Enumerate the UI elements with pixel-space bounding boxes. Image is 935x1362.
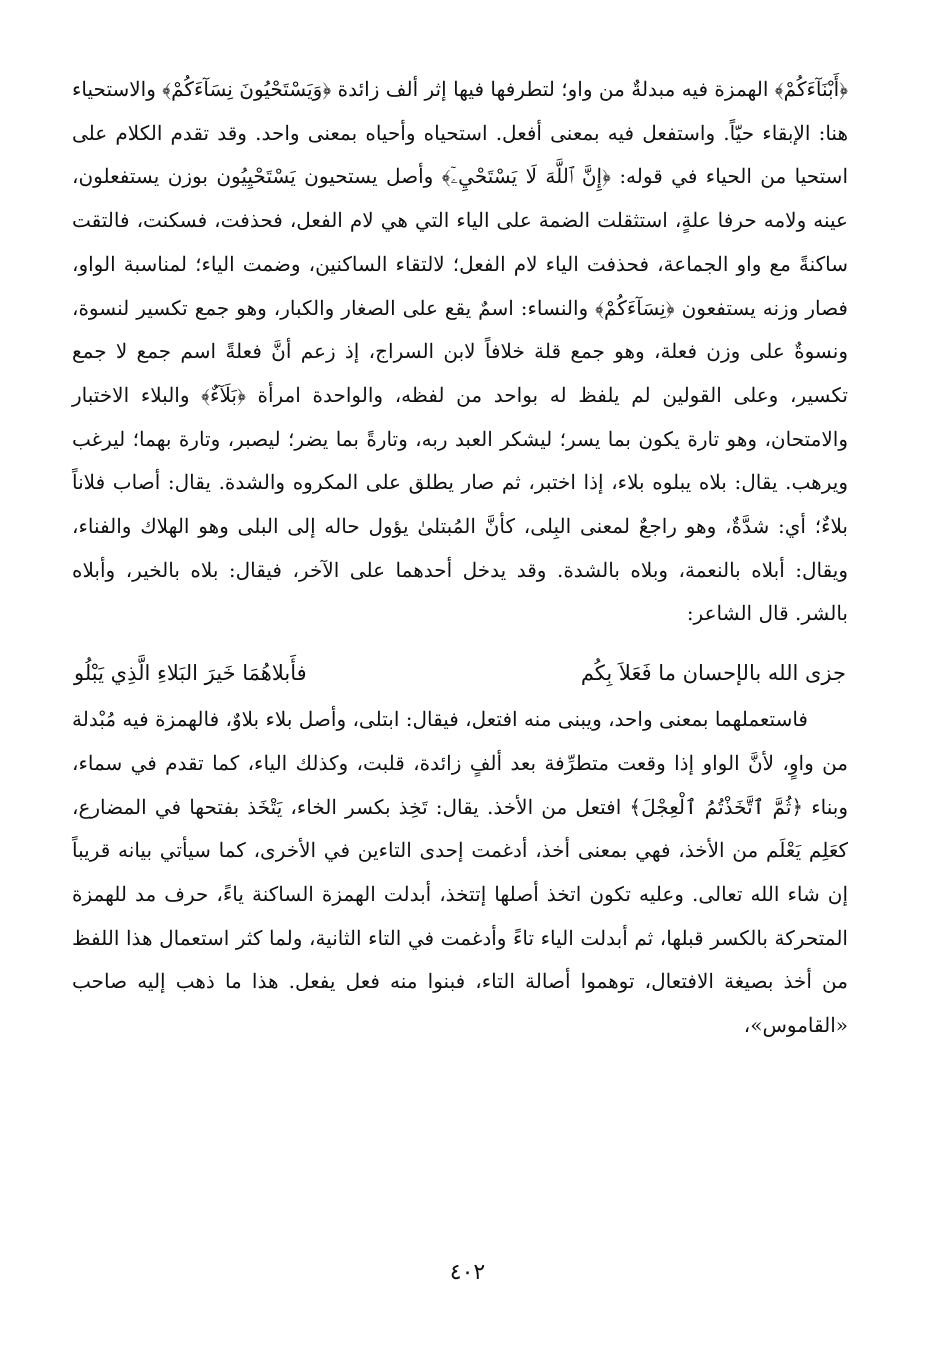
poetry-verse: [72, 650, 848, 696]
page-number: ٤٠٢: [449, 1260, 486, 1285]
verse-second-hemistich: فأَبلاهُمَا خَيرَ البَلاءِ الَّذِي يَبْلُو: [74, 661, 307, 686]
verse-first-hemistich: جزى الله بالإحسان ما فَعَلاَ بِكُم: [580, 661, 846, 686]
paragraph-commentary-1: ﴿أَبْنَآءَكُمْ﴾ الهمزة فيه مبدلةٌ من واو؛ لتطرفها فيها إثر ألف زائدة ﴿وَيَسْتَحْيُونَ نِسَآءَكُمْ﴾ والاستحياء هنا: الإبقاء حيّاً. واستفعل فيه بمعنى أفعل. استحياه وأحياه بمعنى واحد. وقد تقدم الكلام على استحيا من الحياء في قوله: ﴿إِنَّ ٱللَّهَ لَا يَسْتَحْيِۦٓ﴾ وأصل يستحيون يَسْتَحْيِيُون بوزن يستفعلون، عينه ولامه حرفا علةٍ، استثقلت الضمة على الياء التي هي لام الفعل، فحذفت، فسكنت، فالتقت ساكنةً مع واو الجماعة، فحذفت الياء لام الفعل؛ لالتقاء الساكنين، وضمت الياء؛ لمناسبة الواو، فصار وزنه يستفعون ﴿نِسَآءَكُمْ﴾ والنساء: اسمٌ يقع على الصغار والكبار، وهو جمع تكسير لنسوة، ونسوةٌ على وزن فعلة، وهو جمع قلة خلافاً لابن السراج، إذ زعم أنَّ فعلةً اسم جمع لا جمع تكسير، وعلى القولين لم يلفظ له بواحد من لفظه، والواحدة امرأة ﴿بَلَآءٌ﴾ والبلاء الاختبار والامتحان، وهو تارة يكون بما يسر؛ ليشكر العبد ربه، وتارةً بما يضر؛ ليصبر، وتارة بهما؛ ليرغب ويرهب. يقال: بلاه يبلوه بلاء، إذا اختبر، ثم صار يطلق على المكروه والشدة. يقال: أصاب فلاناً بلاءٌ؛ أي: شدَّةٌ، وهو راجعٌ لمعنى البِلى، كأنَّ المُبتلىٰ يؤول حاله إلى البلى وهو الهلاك والفناء، ويقال: أبلاه بالنعمة، وبلاه بالشدة. وقد يدخل أحدهما على الآخر، فيقال: بلاه بالخير، وأبلاه بالشر. قال الشاعر:: [72, 77, 848, 626]
page-body: [72, 68, 848, 1048]
paragraph-commentary-2: فاستعملهما بمعنى واحد، ويبنى منه افتعل، فيقال: ابتلى، وأصل بلاء بلاوٌ، فالهمزة فيه مُبْدلة من واوٍ، لأنَّ الواو إذا وقعت متطرِّفة بعد ألفٍ زائدة، قلبت، وكذلك الياء، كما تقدم في سماء، وبناء ﴿ثُمَّ ٱتَّخَذْتُمُ ٱلْعِجْلَ﴾ افتعل من الأخذ. يقال: تَخِذ بكسر الخاء، يَتْخَذ بفتحها في المضارع، كعَلِم يَعْلَم من الأخذ، فهي بمعنى أخذ، أدغمت إحدى التاءين في الأخرى، كما سيأتي بيانه قريباً إن شاء الله تعالى. وعليه تكون اتخذ أصلها إتتخذ، أبدلت الهمزة الساكنة ياءً، حرف مد للهمزة المتحركة بالكسر قبلها، ثم أبدلت الياء تاءً وأدغمت في التاء الثانية، ولما كثر استعمال هذا اللفظ من أخذ بصيغة الافتعال، توهموا أصالة التاء، فبنوا منه فعل يفعل. هذا ما ذهب إليه صاحب «القاموس»،: [72, 707, 848, 1038]
